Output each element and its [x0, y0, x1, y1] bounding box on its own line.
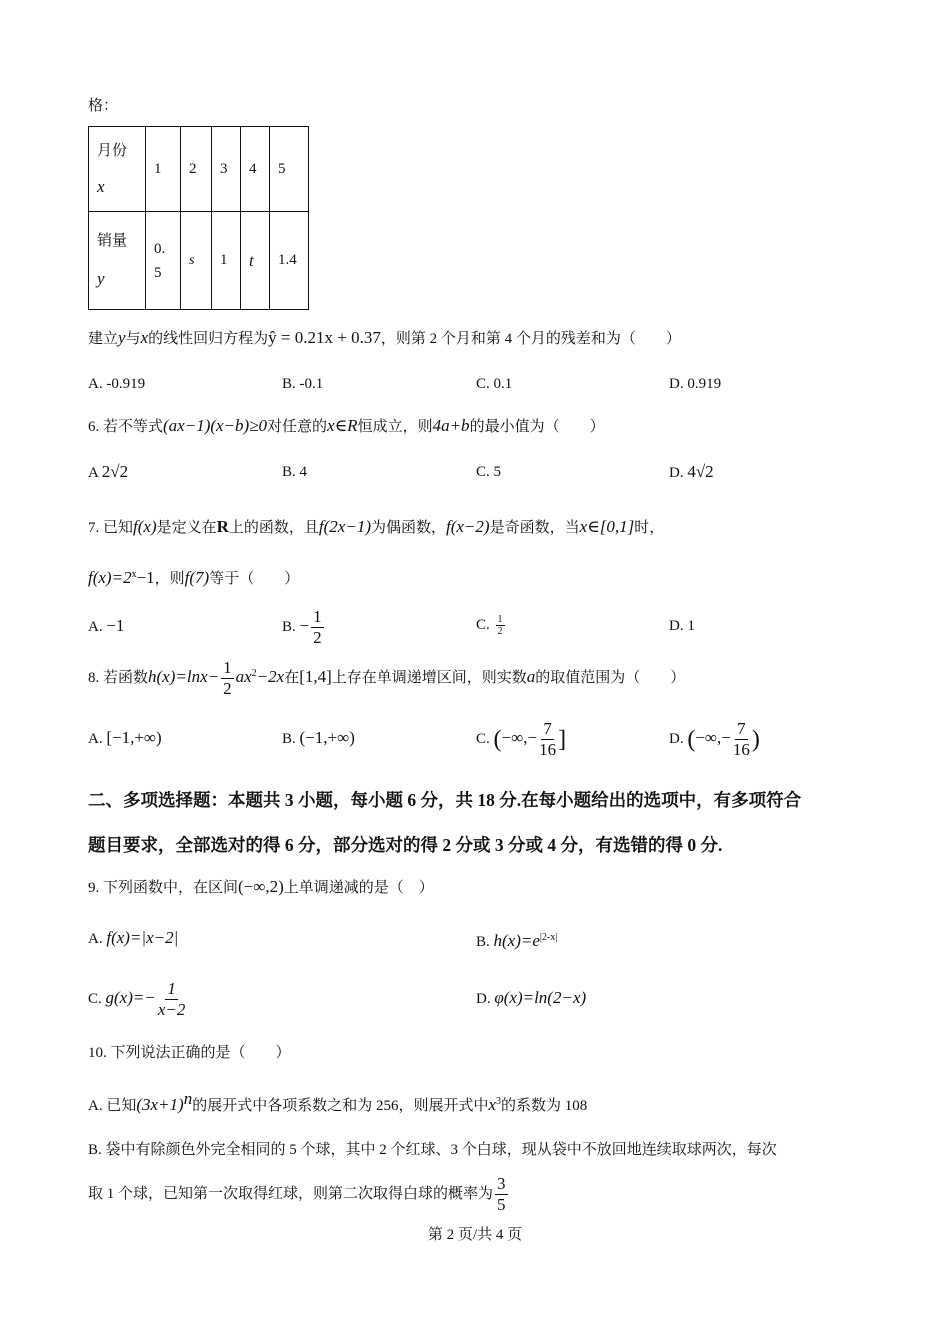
fraction: [158, 979, 186, 1020]
q7-option-a[interactable]: [88, 616, 124, 637]
row-header: [89, 127, 146, 212]
table-cell: 1: [146, 127, 181, 212]
var: x: [140, 328, 149, 347]
text: 下列函数中，在区间: [103, 880, 239, 896]
denominator: 5: [497, 1195, 506, 1215]
denominator: 2: [223, 679, 232, 699]
math: [1,4]: [299, 667, 332, 686]
page-footer: 第 2 页/共 4 页: [427, 1227, 523, 1243]
math: f(7): [184, 568, 210, 587]
numerator: 1: [313, 607, 322, 627]
table-cell: 2: [181, 127, 212, 212]
text: 与: [125, 331, 141, 347]
q5-option-d[interactable]: D. 0.919: [669, 376, 722, 392]
text: 上的函数，且: [228, 520, 319, 536]
expression: 4a+b: [432, 416, 470, 435]
math: (−∞,2): [238, 877, 284, 896]
row-label: 月份: [97, 142, 128, 159]
q8-option-b[interactable]: [282, 728, 355, 749]
denominator: 2: [497, 626, 503, 637]
fraction: [311, 607, 324, 648]
option-label: A: [88, 465, 99, 481]
option-label: A.: [88, 731, 103, 747]
math: −1: [136, 568, 155, 587]
math: −∞,−: [695, 728, 731, 747]
question-number: 8.: [88, 670, 100, 686]
text: 的线性回归方程为: [148, 331, 269, 347]
text: 是奇函数，当: [489, 520, 580, 536]
q5-stem: [88, 328, 681, 349]
text: 下列说法正确的是（ ）: [110, 1045, 291, 1061]
text: ，则: [154, 571, 185, 587]
row-header: [89, 212, 146, 310]
q7-stem-line2: [88, 565, 299, 589]
q9-option-d[interactable]: [476, 988, 586, 1009]
option-value: (−1,+∞): [299, 728, 355, 747]
option-label: C.: [476, 616, 490, 633]
fraction: [495, 1174, 508, 1215]
option-label: B.: [282, 619, 296, 635]
row-label: 销量: [97, 233, 128, 249]
q5-option-a[interactable]: A. -0.919: [88, 376, 146, 392]
fraction: [733, 719, 750, 760]
table-cell: 1.4: [270, 212, 309, 310]
option-label: D.: [669, 465, 684, 481]
denominator: 16: [539, 740, 557, 760]
question-number: 9.: [88, 880, 100, 896]
numerator: 7: [737, 719, 746, 739]
math: x∈[0,1]: [579, 517, 635, 536]
row-var: y: [97, 269, 105, 288]
numerator: 1: [167, 979, 176, 999]
math: −2x: [256, 667, 285, 686]
math-sup: 2: [251, 668, 257, 679]
row-var: x: [97, 176, 105, 196]
math: f(x)=2: [88, 568, 132, 587]
reals: R: [216, 517, 229, 536]
math: a: [526, 667, 536, 686]
inequality: (ax−1)(x−b)≥0: [163, 416, 268, 435]
numerator: 7: [543, 719, 552, 739]
option-value: h(x)=e: [493, 931, 540, 950]
data-table: [88, 126, 309, 310]
text: 已知: [103, 520, 134, 536]
text: 上存在单调递增区间，则实数: [331, 670, 527, 686]
denominator: 16: [732, 740, 750, 760]
regression-equation: ŷ = 0.21x + 0.37: [268, 328, 381, 347]
text: 等于（ ）: [209, 571, 300, 587]
text: 的取值范围为（ ）: [535, 670, 686, 686]
text: 是定义在: [156, 520, 217, 536]
option-value: f(x)=|x−2|: [106, 928, 179, 947]
q8-stem: [88, 652, 685, 700]
math: −∞,−: [501, 728, 538, 747]
table-cell: 4: [241, 127, 270, 212]
text: 建立: [88, 331, 119, 347]
option-value: [−1,+∞): [106, 728, 162, 747]
q8-option-a[interactable]: [88, 728, 162, 749]
q10-option-b-line2: [88, 1172, 510, 1216]
fraction: [496, 614, 505, 637]
q6-option-a[interactable]: [88, 462, 128, 483]
table-cell: 3: [212, 127, 241, 212]
option-label: A.: [88, 619, 103, 635]
option-value: g(x)=−: [105, 988, 156, 1007]
condition: x∈R: [327, 416, 358, 435]
var: y: [118, 328, 126, 347]
question-number: 6.: [88, 419, 100, 435]
question-number: 10.: [88, 1045, 107, 1061]
q9-option-b[interactable]: [476, 928, 557, 952]
q8-option-d[interactable]: D. (−∞,− $\frac{7}{16}$ ): [669, 719, 760, 760]
table-cell: 0.5: [146, 212, 181, 310]
q6-option-b[interactable]: B. 4: [282, 464, 308, 480]
text: 的系数为 108: [501, 1098, 588, 1114]
q6-stem: [88, 416, 605, 437]
q5-option-c[interactable]: C. 0.1: [476, 376, 513, 392]
q7-stem: [88, 517, 664, 538]
table-cell: 5: [270, 127, 309, 212]
text: A. 已知: [88, 1098, 137, 1114]
option-label: A.: [88, 931, 103, 947]
fraction: [539, 719, 556, 760]
math: f(2x−1): [318, 517, 371, 536]
q9-option-a[interactable]: [88, 928, 178, 949]
text: 恒成立，则: [357, 419, 433, 435]
option-label: D.: [476, 991, 491, 1007]
text: 的最小值为（ ）: [469, 419, 605, 435]
intro-text: 格：: [88, 98, 119, 114]
math-sup: n: [183, 1089, 193, 1108]
math: f(x−2): [446, 517, 490, 536]
math: h(x)=lnx−: [148, 667, 220, 686]
table-cell: t: [241, 212, 270, 310]
q9-option-c[interactable]: [88, 976, 187, 1021]
table-row: [89, 212, 309, 310]
q8-option-c[interactable]: C. (−∞,− $\frac{7}{16}$ ]: [476, 719, 567, 760]
q6-option-d[interactable]: [669, 462, 714, 483]
option-value: −1: [106, 616, 125, 635]
math-sup: |2-x|: [539, 932, 558, 943]
text: 若函数: [103, 670, 149, 686]
math-sup: x: [131, 569, 137, 580]
text: 为偶函数，: [370, 520, 446, 536]
q10-option-a[interactable]: [88, 1089, 587, 1116]
numerator: 1: [497, 614, 503, 625]
option-label: B.: [282, 731, 296, 747]
text: 取 1 个球，已知第一次取得红球，则第二次取得白球的概率为: [88, 1186, 494, 1202]
option-label: B.: [476, 934, 490, 950]
math-sup: 3: [496, 1096, 501, 1107]
q7-option-b[interactable]: [282, 604, 326, 649]
q7-option-d[interactable]: D. 1: [669, 618, 695, 634]
fraction: [221, 658, 234, 699]
question-number: 7.: [88, 520, 100, 536]
math: (3x+1): [136, 1095, 184, 1114]
section-heading-line1: 二、多项选择题：本题共 3 小题，每小题 6 分，共 18 分.在每小题给出的选项中，有多项符合: [88, 790, 802, 810]
option-value: 4√2: [687, 462, 714, 481]
q6-option-c[interactable]: C. 5: [476, 464, 502, 480]
math: x: [488, 1095, 496, 1114]
sign: −: [299, 616, 310, 635]
denominator: x−2: [157, 1000, 186, 1020]
option-value: φ(x)=ln(2−x): [494, 988, 587, 1007]
q10-option-b[interactable]: B. 袋中有除颜色外完全相同的 5 个球，其中 2 个红球、3 个白球，现从袋中不放回地连续取球两次，每次: [88, 1142, 777, 1158]
text: 上单调递减的是（ ）: [283, 880, 434, 896]
text: ，则第 2 个月和第 4 个月的残差和为（ ）: [380, 331, 681, 347]
option-label: C.: [476, 731, 490, 747]
option-label: C.: [88, 991, 102, 1007]
table-cell: s: [181, 212, 212, 310]
text: 若不等式: [103, 419, 164, 435]
numerator: 3: [497, 1174, 506, 1194]
text: 在: [284, 670, 300, 686]
text: 的展开式中各项系数之和为 256，则展开式中: [192, 1098, 489, 1114]
q7-option-c[interactable]: [476, 614, 507, 637]
text: 时，: [634, 520, 665, 536]
table-row: [89, 127, 309, 212]
denominator: 2: [313, 628, 322, 648]
math: f(x): [133, 517, 157, 536]
table-cell: 1: [212, 212, 241, 310]
numerator: 1: [223, 658, 232, 678]
option-value: 2√2: [101, 462, 129, 481]
math: ax: [235, 667, 252, 686]
q5-option-b[interactable]: B. -0.1: [282, 376, 324, 392]
text: 对任意的: [267, 419, 328, 435]
section-heading-line2: 题目要求，全部选对的得 6 分，部分选对的得 2 分或 3 分或 4 分，有选错的得 0 分.: [88, 835, 723, 855]
q9-stem: [88, 877, 434, 898]
q10-stem: [88, 1043, 291, 1063]
option-label: D.: [669, 731, 684, 747]
